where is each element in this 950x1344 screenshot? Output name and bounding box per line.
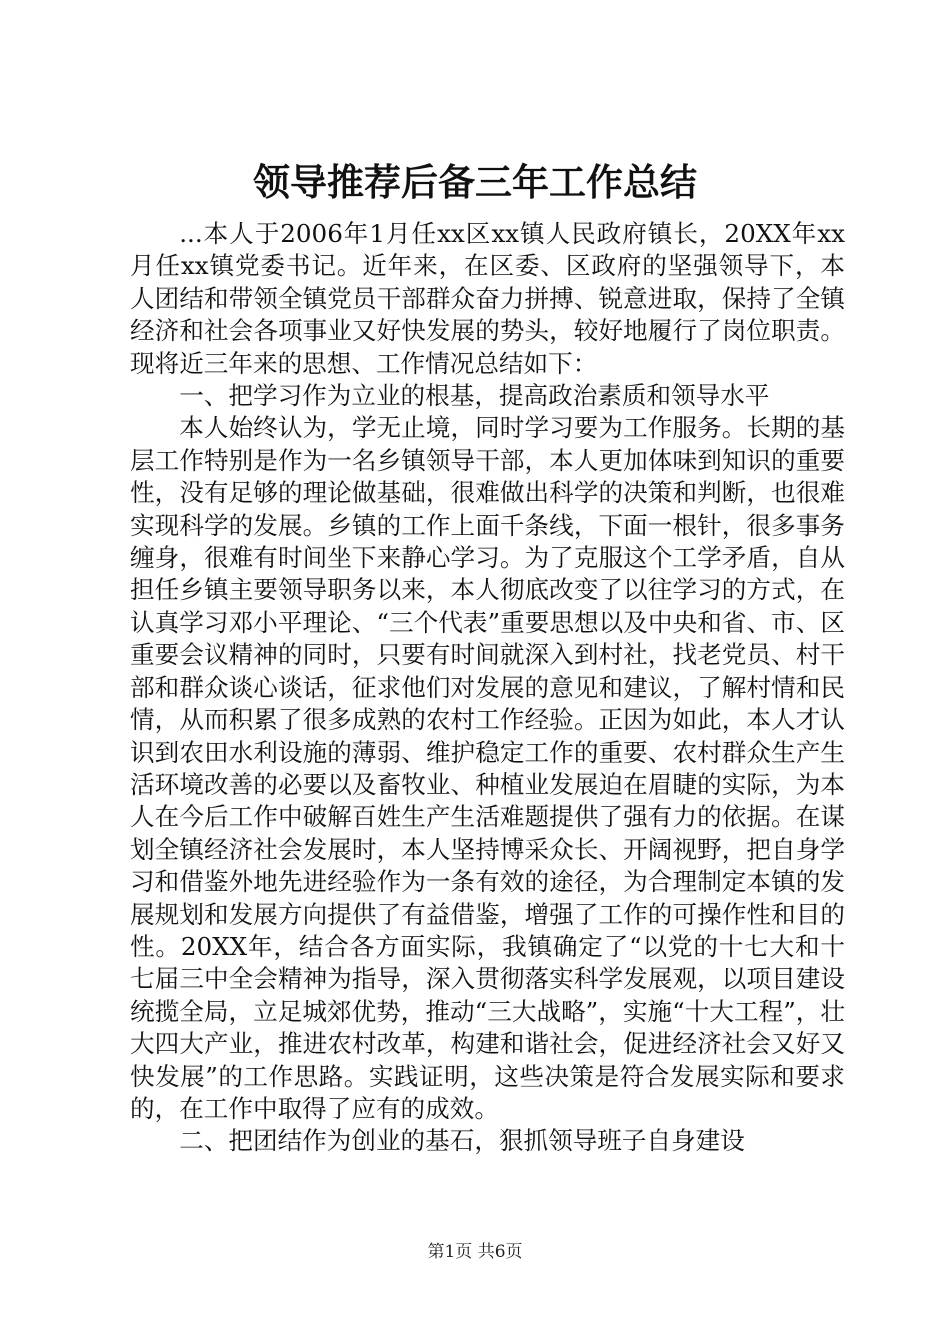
section-heading-2: 二、把团结作为创业的基石，狠抓领导班子自身建设 [179,1126,745,1156]
document-body [130,218,845,1158]
section-1-paragraph: 本人始终认为，学无止境，同时学习要为工作服务。长期的基层工作特别是作为一名乡镇领导干部，本人更加体味到知识的重要性，没有足够的理论做基础，很难做出科学的决策和判断，也很难实现科学的发展。乡镇的工作上面千条线，下面一根针，很多事务缠身，很难有时间坐下来静心学习。为了克服这个工学矛盾，自从担任乡镇主要领导职务以来，本人彻底改变了以往学习的方式，在认真学习邓小平理论、“三个代表”重要思想以及中央和省、市、区重要会议精神的同时，只要有时间就深入到村社，找老党员、村干部和群众谈心谈话，征求他们对发展的意见和建议，了解村情和民情，从而积累了很多成熟的农村工作经验。正因为如此，本人才认识到农田水利设施的薄弱、维护稳定工作的重要、农村群众生产生活环境改善的必要以及畜牧业、种植业发展迫在眉睫的实际，为本人在今后工作中破解百姓生产生活难题提供了强有力的依据。在谋划全镇经济社会发展时，本人坚持博采众长、开阔视野，把自身学习和借鉴外地先进经验作为一条有效的途径，为合理制定本镇的发展规划和发展方向提供了有益借鉴，增强了工作的可操作性和目的性。20XX年，结合各方面实际，我镇确定了“以党的十七大和十七届三中全会精神为指导，深入贯彻落实科学发展观，以项目建设统揽全局，立足城郊优势，推动“三大战略”，实施“十大工程”，壮大四大产业，推进农村改革，构建和谐社会，促进经济社会又好又快发展”的工作思路。实践证明，这些决策是符合发展实际和要求的，在工作中取得了应有的成效。 [130,413,845,1123]
intro-paragraph: ...本人于2006年1月任xx区xx镇人民政府镇长，20XX年xx月任xx镇党委书记。近年来，在区委、区政府的坚强领导下，本人团结和带领全镇党员干部群众奋力拼搏、锐意进取，保持了全镇经济和社会各项事业又好快发展的势头，较好地履行了岗位职责。现将近三年来的思想、工作情况总结如下： [130,219,845,378]
section-heading-1: 一、把学习作为立业的根基，提高政治素质和领导水平 [179,381,770,411]
document-title: 领导推荐后备三年工作总结 [253,160,697,204]
page-number-footer: 第1页 共6页 [427,1242,523,1262]
